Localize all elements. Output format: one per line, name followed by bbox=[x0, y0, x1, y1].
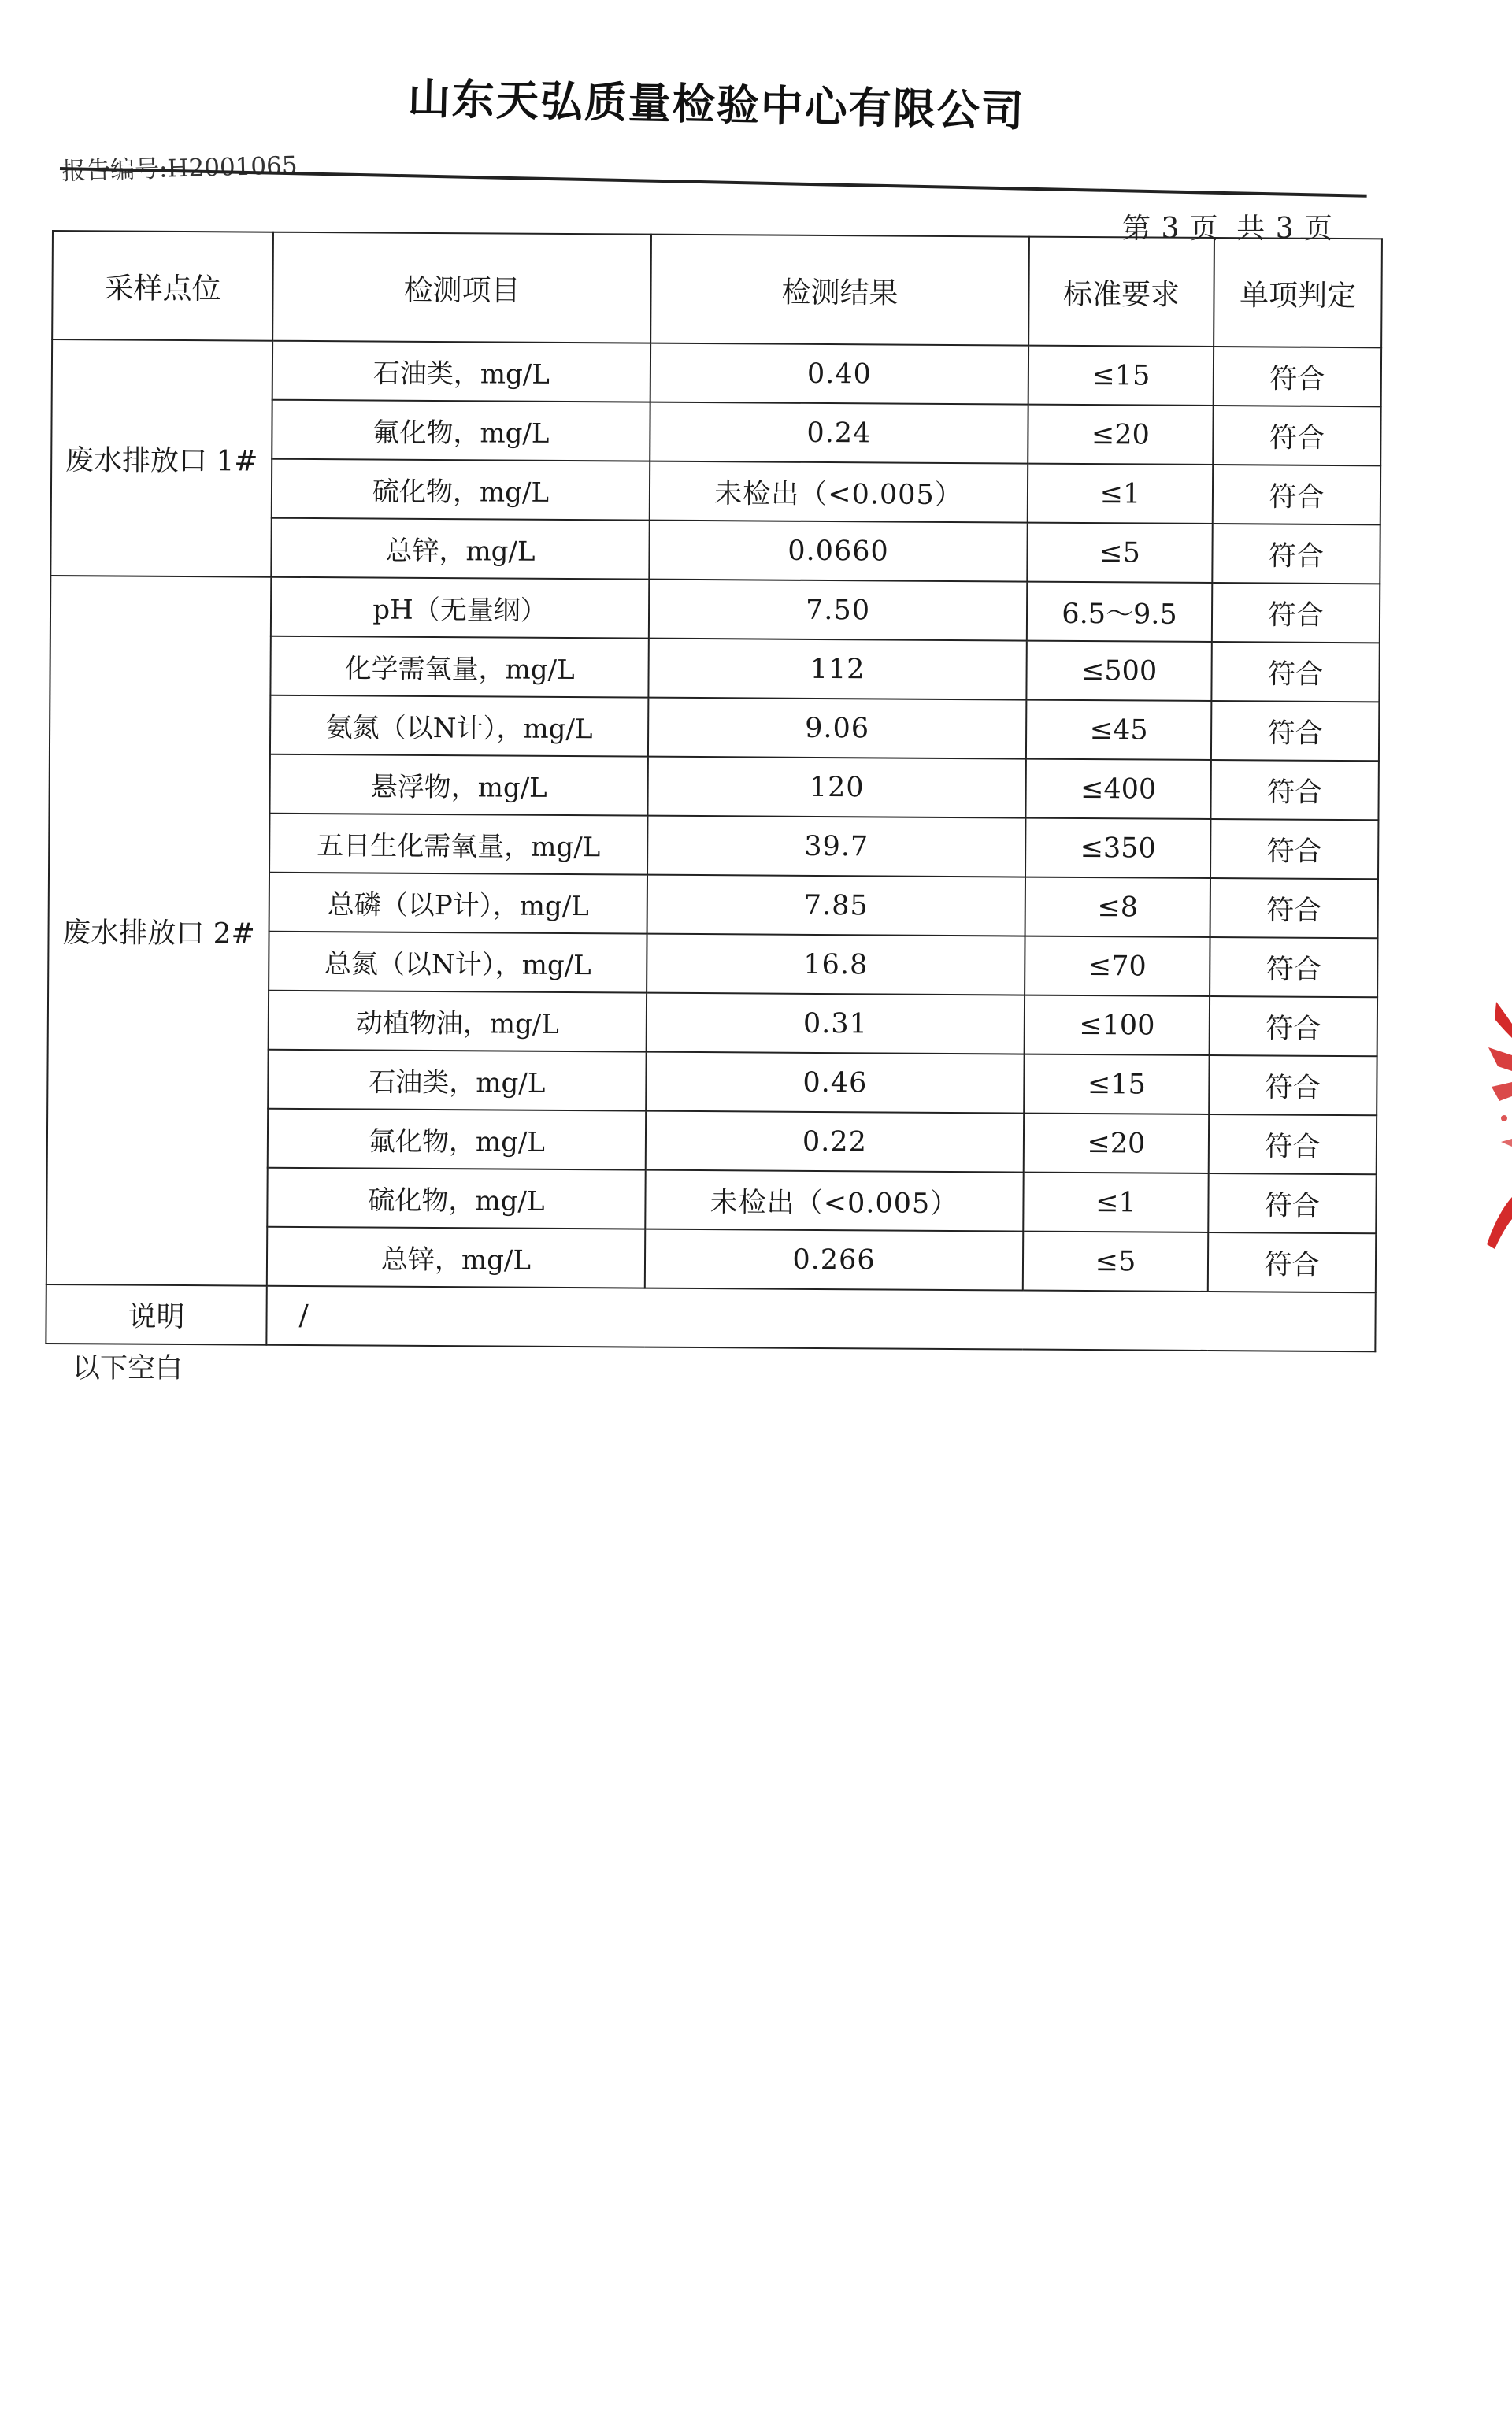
page-total: 共 3 页 bbox=[1236, 213, 1334, 245]
judgement-cell: 符合 bbox=[1209, 1055, 1377, 1115]
table-row bbox=[52, 339, 1381, 406]
table-header-row bbox=[52, 231, 1382, 347]
judgement-cell: 符合 bbox=[1213, 465, 1380, 524]
judgement-cell: 符合 bbox=[1210, 878, 1378, 938]
judgement-cell: 符合 bbox=[1210, 819, 1378, 879]
item-cell: 悬浮物，mg/L bbox=[269, 754, 647, 816]
item-cell: 总锌，mg/L bbox=[267, 1227, 645, 1288]
standard-cell: ≤70 bbox=[1025, 936, 1210, 996]
item-cell: 化学需氧量，mg/L bbox=[270, 636, 648, 698]
item-cell: 氟化物，mg/L bbox=[272, 400, 650, 461]
result-cell: 16.8 bbox=[647, 934, 1025, 995]
note-row bbox=[46, 1284, 1375, 1351]
report-number-value: H2001065 bbox=[167, 151, 298, 183]
judgement-cell: 符合 bbox=[1210, 996, 1377, 1056]
standard-cell: ≤20 bbox=[1028, 405, 1213, 465]
result-cell: 0.46 bbox=[646, 1052, 1024, 1114]
standard-cell: ≤20 bbox=[1024, 1114, 1209, 1173]
header-test-item: 检测项目 bbox=[272, 232, 651, 343]
standard-cell: ≤45 bbox=[1026, 700, 1211, 760]
item-cell: 总氮（以N计），mg/L bbox=[269, 932, 647, 993]
standard-cell: ≤15 bbox=[1028, 346, 1214, 406]
seal-stamp-icon bbox=[1480, 1000, 1512, 1260]
sampling-point-cell: 废水排放口 2# bbox=[46, 576, 271, 1286]
page-current: 第 3 页 bbox=[1122, 213, 1219, 245]
result-cell: 39.7 bbox=[647, 816, 1025, 877]
item-cell: 石油类，mg/L bbox=[272, 341, 650, 402]
judgement-cell: 符合 bbox=[1214, 347, 1381, 406]
item-cell: 石油类，mg/L bbox=[268, 1050, 646, 1111]
standard-cell: ≤1 bbox=[1023, 1173, 1208, 1232]
table-row bbox=[50, 576, 1380, 643]
header-judgement: 单项判定 bbox=[1214, 238, 1382, 347]
judgement-cell: 符合 bbox=[1208, 1232, 1376, 1292]
result-cell: 0.31 bbox=[647, 993, 1025, 1054]
judgement-cell: 符合 bbox=[1212, 524, 1380, 584]
item-cell: 动植物油，mg/L bbox=[269, 991, 647, 1052]
judgement-cell: 符合 bbox=[1209, 1114, 1377, 1174]
standard-cell: ≤1 bbox=[1028, 464, 1213, 524]
report-number bbox=[61, 145, 298, 187]
standard-cell: ≤5 bbox=[1027, 523, 1212, 583]
standard-cell: ≤350 bbox=[1025, 818, 1210, 878]
standard-cell: ≤15 bbox=[1024, 1054, 1209, 1114]
standard-cell: 6.5～9.5 bbox=[1027, 582, 1212, 642]
result-cell: 0.40 bbox=[650, 343, 1028, 405]
judgement-cell: 符合 bbox=[1210, 937, 1377, 997]
result-cell: 未检出（<0.005） bbox=[650, 461, 1028, 523]
judgement-cell: 符合 bbox=[1208, 1173, 1376, 1233]
result-cell: 0.22 bbox=[646, 1111, 1024, 1173]
report-number-label: 报告编号: bbox=[61, 154, 168, 186]
standard-cell: ≤5 bbox=[1023, 1232, 1208, 1292]
result-cell: 120 bbox=[647, 757, 1025, 818]
results-table bbox=[45, 230, 1383, 1352]
sampling-point-cell: 废水排放口 1# bbox=[50, 339, 272, 577]
judgement-cell: 符合 bbox=[1211, 701, 1379, 761]
result-cell: 112 bbox=[648, 639, 1026, 700]
item-cell: 硫化物，mg/L bbox=[272, 459, 650, 521]
note-text: / bbox=[266, 1286, 1375, 1352]
item-cell: 总锌，mg/L bbox=[271, 518, 649, 580]
judgement-cell: 符合 bbox=[1211, 642, 1379, 702]
item-cell: 氨氮（以N计），mg/L bbox=[270, 695, 648, 757]
header-test-result: 检测结果 bbox=[650, 235, 1029, 346]
result-cell: 0.266 bbox=[645, 1229, 1023, 1291]
header-rule bbox=[60, 167, 1367, 198]
item-cell: pH（无量纲） bbox=[271, 577, 649, 639]
result-cell: 7.50 bbox=[649, 580, 1027, 641]
standard-cell: ≤100 bbox=[1025, 995, 1210, 1055]
result-cell: 0.0660 bbox=[649, 521, 1027, 582]
result-cell: 未检出（<0.005） bbox=[645, 1170, 1023, 1232]
item-cell: 氟化物，mg/L bbox=[268, 1109, 646, 1170]
item-cell: 五日生化需氧量，mg/L bbox=[269, 814, 647, 875]
standard-cell: ≤8 bbox=[1025, 877, 1210, 937]
judgement-cell: 符合 bbox=[1210, 760, 1378, 820]
result-cell: 9.06 bbox=[648, 698, 1026, 759]
standard-cell: ≤400 bbox=[1025, 759, 1210, 819]
header-standard: 标准要求 bbox=[1028, 237, 1214, 347]
header-sampling-point: 采样点位 bbox=[52, 231, 273, 341]
item-cell: 硫化物，mg/L bbox=[267, 1168, 645, 1229]
note-label: 说明 bbox=[46, 1284, 266, 1345]
judgement-cell: 符合 bbox=[1213, 406, 1380, 465]
blank-below-note: 以下空白 bbox=[72, 1353, 183, 1384]
result-cell: 7.85 bbox=[647, 875, 1025, 936]
judgement-cell: 符合 bbox=[1212, 583, 1380, 643]
company-title: 山东天弘质量检验中心有限公司 bbox=[407, 73, 1026, 136]
standard-cell: ≤500 bbox=[1026, 641, 1211, 701]
result-cell: 0.24 bbox=[650, 402, 1028, 464]
item-cell: 总磷（以P计），mg/L bbox=[269, 873, 647, 934]
results-table-wrapper bbox=[45, 230, 1381, 1352]
